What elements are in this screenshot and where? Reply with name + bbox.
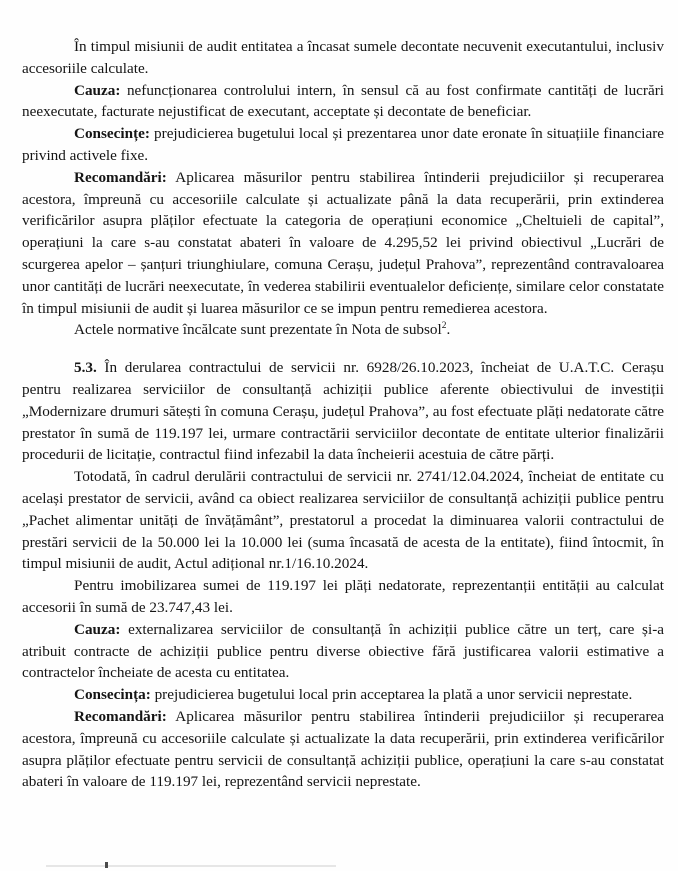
paragraph-totodata	[22, 466, 664, 575]
paragraph-text: Aplicarea măsurilor pentru stabilirea întinderii prejudiciilor și recuperarea acestora, împreună cu accesoriile calculate și actualizate la data recuperării, prin extinderea verificărilor asupra plăților efectuate pentru servicii de consultanță achiziții publice, operațiuni la care s-au constatat abateri în valoare de 119.197 lei, reprezentând servicii neprestate.	[22, 707, 664, 791]
paragraph-consecinta-2	[22, 684, 664, 706]
paragraph-section-5-3	[22, 357, 664, 466]
scan-artifact-tick	[105, 862, 108, 868]
paragraph-consecinte-1	[22, 123, 664, 167]
paragraph-imobilizare	[22, 575, 664, 619]
paragraph-lead: Consecința:	[74, 686, 151, 704]
paragraph-text: Pentru imobilizarea sumei de 119.197 lei plăți nedatorate, reprezentanții entității au calculat accesorii în sumă de 23.747,43 lei.	[22, 577, 664, 616]
paragraph-lead: Recomandări:	[74, 707, 167, 725]
paragraph-cauza-1	[22, 80, 664, 124]
paragraph-text: În derularea contractului de servicii nr. 6928/26.10.2023, încheiat de U.A.T.C. Cerașu pentru realizarea serviciilor de consultanță achiziții publice aferente obiectivului de investiții „Modernizare drumuri sătești în comuna Cerașu, județul Prahova”, au fost efectuate plăți nedatorate către prestator în sumă de 119.197 lei, urmare contractării serviciilor decontate de entitate ulterior finalizării procedurii de licitație, contractul fiind infezabil la data încheierii acestuia de către părți.	[22, 359, 664, 464]
paragraph-lead: Cauza:	[74, 620, 121, 638]
paragraph-footnote-reference	[22, 319, 664, 341]
paragraph-text: Totodată, în cadrul derulării contractului de servicii nr. 2741/12.04.2024, încheiat de entitate cu același prestator de servicii, având ca obiect realizarea serviciilor de consultanță achiziții publice pentru „Pachet alimentar unități de învățământ”, prestatorul a procedat la diminuarea valorii contractului de prestări servicii de la 50.000 lei la 10.000 lei (suma încasată de acesta de la entitate), fiind întocmit, în timpul misiunii de audit, Actul adițional nr.1/16.10.2024.	[22, 468, 664, 573]
paragraph-text: externalizarea serviciilor de consultanță în achiziții publice către un terț, care și-a atribuit contracte de achiziții publice pentru diverse obiective fără justificarea valorii estimative a contractelor încheiate de acesta cu entitatea.	[22, 620, 664, 682]
paragraph-text: nefuncționarea controlului intern, în sensul că au fost confirmate cantități de lucrări neexecutate, facturate nejustificat de executant, acceptate și decontate de beneficiar.	[22, 81, 664, 121]
paragraph-recomandari-1	[22, 167, 664, 320]
footnote-superscript: 2	[441, 321, 447, 332]
paragraph-text: În timpul misiunii de audit entitatea a încasat sumele decontate necuvenit executantului, inclusiv accesoriile calculate.	[22, 38, 664, 77]
paragraph-intro	[22, 36, 664, 80]
paragraph-suffix: .	[446, 321, 451, 339]
paragraph-recomandari-2	[22, 706, 664, 793]
paragraph-cauza-2	[22, 619, 664, 684]
paragraph-lead: Recomandări:	[74, 168, 167, 186]
paragraph-text: Actele normative încălcate sunt prezentate în Nota de subsol	[74, 321, 442, 339]
paragraph-lead: Cauza:	[74, 81, 121, 99]
paragraph-text: prejudicierea bugetului local prin acceptarea la plată a unor servicii neprestate.	[150, 686, 633, 704]
scan-artifact-line	[46, 865, 336, 867]
paragraph-text: Aplicarea măsurilor pentru stabilirea întinderii prejudiciilor și recuperarea acestora, împreună cu accesoriile calculate și actualizate până la data recuperării, prin extinderea verificărilor asupra plăților efectuate la categoria de operațiuni economice „Cheltuieli de capital”, operațiuni la care s-au constatat abateri în valoare de 4.295,52 lei privind obiectivul „Lucrări de scurgerea apelor – șanțuri triunghiulare, comuna Cerașu, județul Prahova”, reprezentând contravaloarea unor cantități de lucrări neexecutate, în vederea stabilirii eventualelor deficiențe, similare celor constatate în timpul misiunii de audit și luarea măsurilor ce se impun pentru remedierea acestora.	[22, 168, 664, 317]
paragraph-text: prejudicierea bugetului local și prezentarea unor date eronate în situațiile financiare privind activele fixe.	[22, 125, 664, 164]
paragraph-lead: Consecințe:	[74, 125, 150, 143]
section-number: 5.3.	[74, 359, 97, 377]
